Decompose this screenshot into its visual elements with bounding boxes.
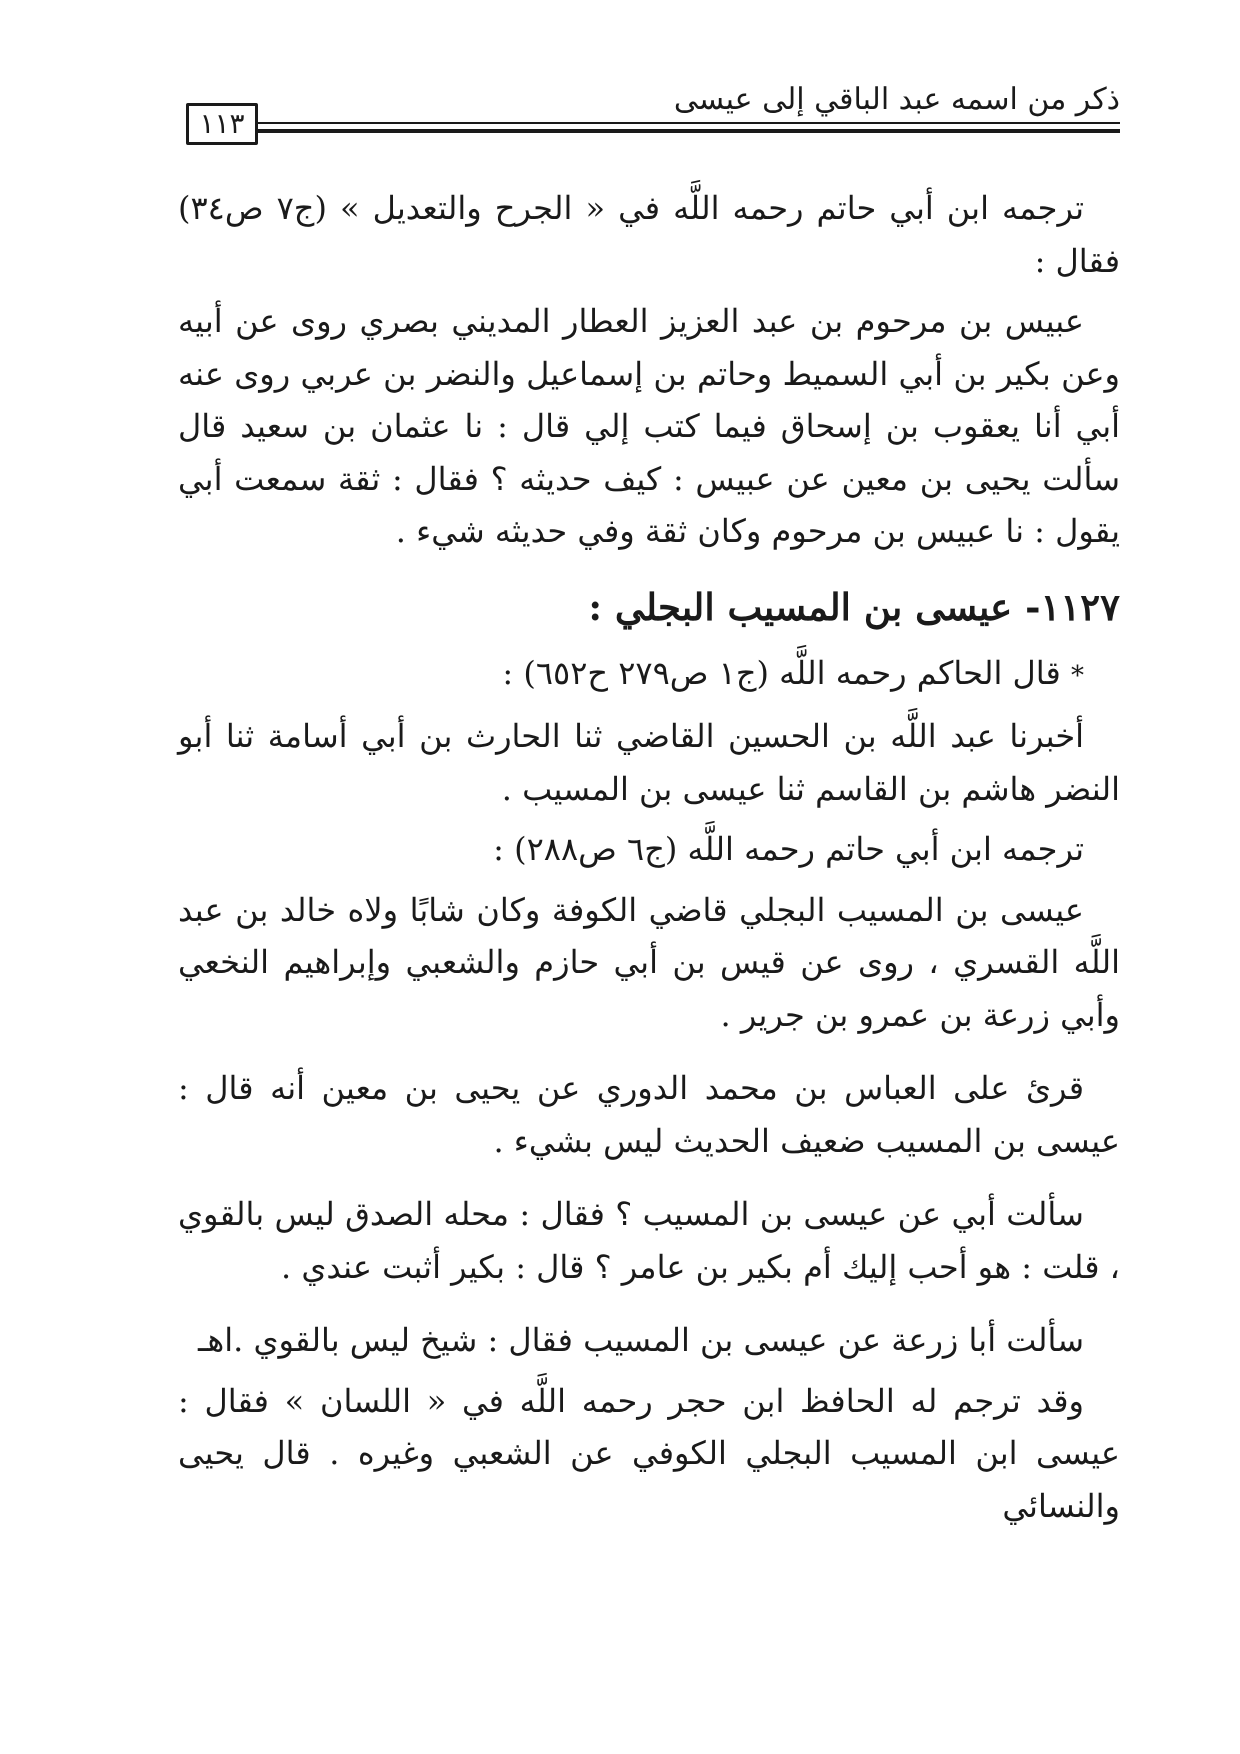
paragraph: قرئ على العباس بن محمد الدوري عن يحيى بن معين أنه قال : عيسى بن المسيب ضعيف الحديث ليس بشيء . <box>178 1069 1120 1160</box>
paragraph: ترجمه ابن أبي حاتم رحمه اللَّه (ج٦ ص٢٨٨) : <box>493 830 1084 868</box>
paragraph-text: قال الحاكم رحمه اللَّه (ج١ ص٢٧٩ ح٦٥٢) : <box>502 653 1061 692</box>
paragraph: سألت أبا زرعة عن عيسى بن المسيب فقال : شيخ ليس بالقوي .اهـ <box>197 1321 1084 1359</box>
paragraph <box>178 647 1120 703</box>
running-title: ذكر من اسمه عبد الباقي إلى عيسى <box>673 82 1120 117</box>
paragraph: عبيس بن مرحوم بن عبد العزيز العطار المديني بصري روى عن أبيه وعن بكير بن أبي السميط وحاتم بن إسماعيل والنضر بن عربي روى عنه أبي أنا يعقوب بن إسحاق فيما كتب إلي قال : نا عثمان بن سعيد قال سألت يحيى بن معين عن عبيس : كيف حديثه ؟ فقال : ثقة سمعت أبي يقول : نا عبيس بن مرحوم وكان ثقة وفي حديثه شيء . <box>178 302 1120 550</box>
asterisk-marker: * <box>1071 660 1084 691</box>
paragraph: وقد ترجم له الحافظ ابن حجر رحمه اللَّه في « اللسان » فقال : عيسى ابن المسيب البجلي الكوفي عن الشعبي وغيره . قال يحيى والنسائي <box>178 1381 1121 1525</box>
header-rule <box>258 122 1120 133</box>
page-body <box>178 182 1120 1553</box>
entry-heading: ١١٢٧- عيسى بن المسيب البجلي : <box>588 584 1120 629</box>
paragraph: ترجمه ابن أبي حاتم رحمه اللَّه في « الجرح والتعديل » (ج٧ ص٣٤) فقال : <box>178 189 1120 280</box>
page-number: ١١٣ <box>186 103 258 145</box>
paragraph: عيسى بن المسيب البجلي قاضي الكوفة وكان شابًا ولاه خالد بن عبد اللَّه القسري ، روى عن قيس بن أبي حازم والشعبي وإبراهيم النخعي وأبي زرعة بن عمرو بن جرير . <box>178 890 1120 1034</box>
paragraph: أخبرنا عبد اللَّه بن الحسين القاضي ثنا الحارث بن أبي أسامة ثنا أبو النضر هاشم بن القاسم ثنا عيسى بن المسيب . <box>178 717 1120 808</box>
paragraph: سألت أبي عن عيسى بن المسيب ؟ فقال : محله الصدق ليس بالقوي ، قلت : هو أحب إليك أم بكير بن عامر ؟ قال : بكير أثبت عندي . <box>178 1195 1120 1286</box>
